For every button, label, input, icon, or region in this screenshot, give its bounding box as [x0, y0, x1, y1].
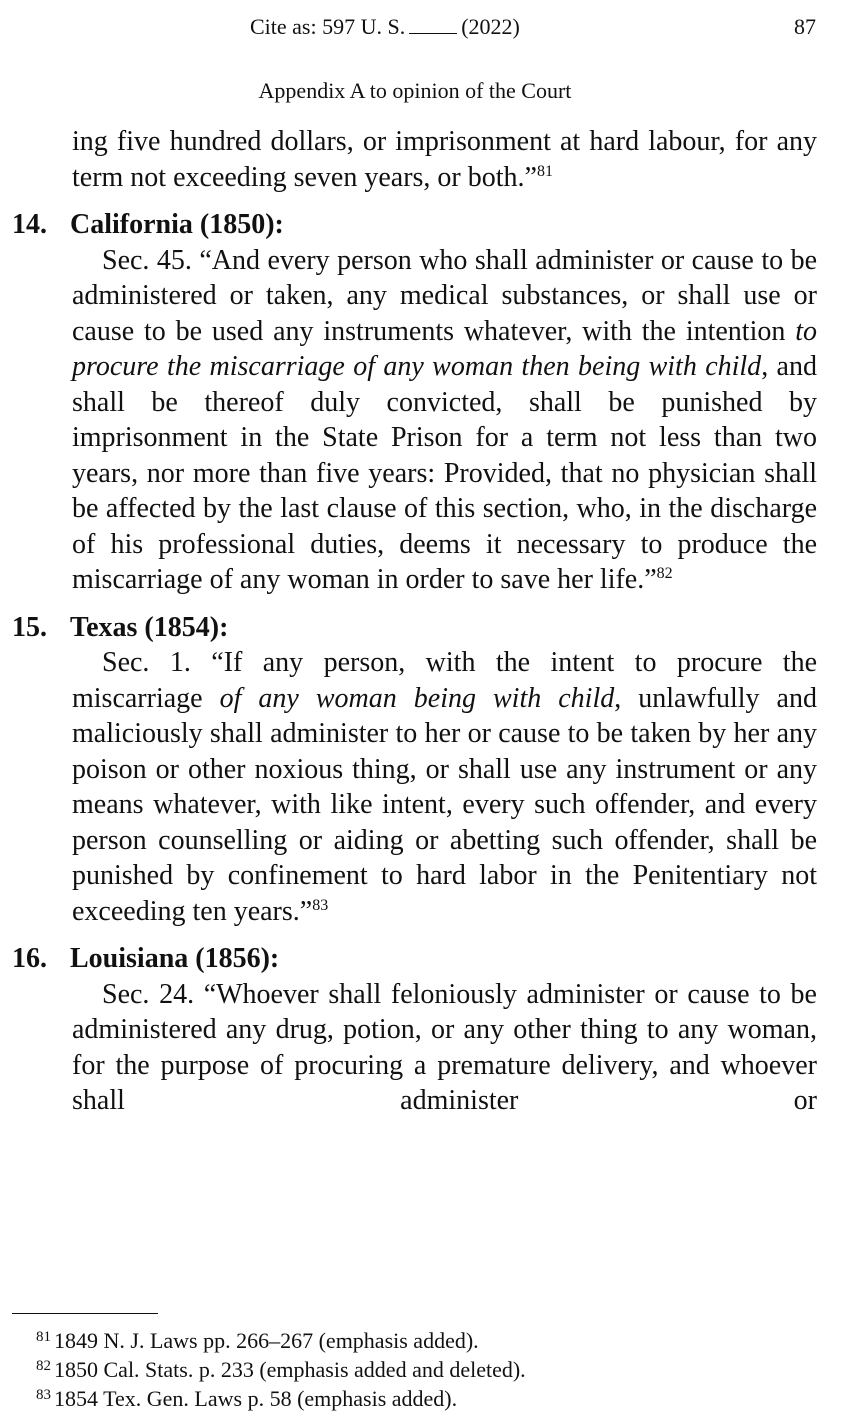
section-text-california — [72, 243, 817, 598]
footnote-number: 82 — [36, 1358, 51, 1374]
section-heading-louisiana — [12, 941, 817, 977]
section-heading-california — [12, 207, 817, 243]
section-heading-texas — [12, 610, 817, 646]
continuation-text: ing five hundred dollars, or imprisonment at hard labour, for any term not exceeding seven years, or both.” — [72, 126, 817, 193]
citation-blank — [409, 32, 457, 34]
footnote — [36, 1326, 836, 1355]
statute-text: Sec. 45. “And every person who shall administer or cause to be administered or taken, any medical substances, or shall use or cause to be used any instruments whatever, with the intention — [72, 244, 817, 347]
section-number: 14. — [12, 209, 47, 240]
section-number: 16. — [12, 943, 47, 974]
citation-prefix: Cite as: 597 U. S. — [250, 14, 406, 39]
section-title: Louisiana (1856): — [70, 943, 280, 974]
section-text-texas — [72, 645, 817, 929]
page-number: 87 — [794, 14, 816, 39]
footnotes — [36, 1326, 836, 1413]
statute-text: Sec. 24. “Whoever shall feloniously administer or cause to be administered any drug, potion, or any other thing to any woman, for the purpose of procuring a premature delivery, and whoever shall administer or — [72, 978, 817, 1116]
statute-text: Sec. 1. “If any person, with the intent to procure the miscarriage — [72, 647, 817, 714]
citation-year: (2022) — [461, 14, 520, 39]
main-text — [12, 124, 817, 1119]
footnote-number: 81 — [36, 1329, 51, 1345]
footnote-number: 83 — [36, 1387, 51, 1403]
section-title: California (1850): — [70, 209, 284, 240]
footnote-text: 1854 Tex. Gen. Laws p. 58 (emphasis added). — [54, 1386, 458, 1411]
citation — [250, 14, 520, 40]
running-header — [250, 10, 816, 44]
footnote — [36, 1384, 836, 1413]
footnote-ref: 83 — [312, 896, 329, 914]
continuation-paragraph — [72, 124, 817, 195]
footnote-ref: 81 — [536, 162, 553, 180]
emphasized-text: of any woman being with child — [219, 682, 615, 714]
statute-text: , and shall be thereof duly convicted, shall be punished by imprisonment in the State Prison for a term not less than two years, nor more than five years: Provided, that no physician shall be affected by the last clause of this section, who, in the discharge of his professional duties, deems it necessary to produce the miscarriage of any woman in order to save her life.” — [72, 351, 817, 595]
footnote — [36, 1355, 836, 1384]
footnote-text: 1849 N. J. Laws pp. 266–267 (emphasis added). — [54, 1328, 479, 1353]
section-title: Texas (1854): — [70, 611, 229, 643]
statute-text: , unlawfully and maliciously shall administer to her or cause to be taken by her any poison or other noxious thing, or shall use any instrument or any means whatever, with like intent, every such offender, and every person counselling or aiding or abetting such offender, shall be punished by confinement to hard labor in the Penitentiary not exceeding ten years.” — [72, 682, 817, 927]
emphasized-text: to procure the miscarriage of any woman then being with child — [72, 315, 817, 382]
footnote-divider — [12, 1313, 158, 1314]
section-number: 15. — [12, 611, 47, 643]
footnote-text: 1850 Cal. Stats. p. 233 (emphasis added and deleted). — [54, 1357, 526, 1382]
appendix-title: Appendix A to opinion of the Court — [258, 78, 572, 103]
section-text-louisiana — [72, 977, 817, 1119]
footnote-ref: 82 — [656, 565, 673, 582]
